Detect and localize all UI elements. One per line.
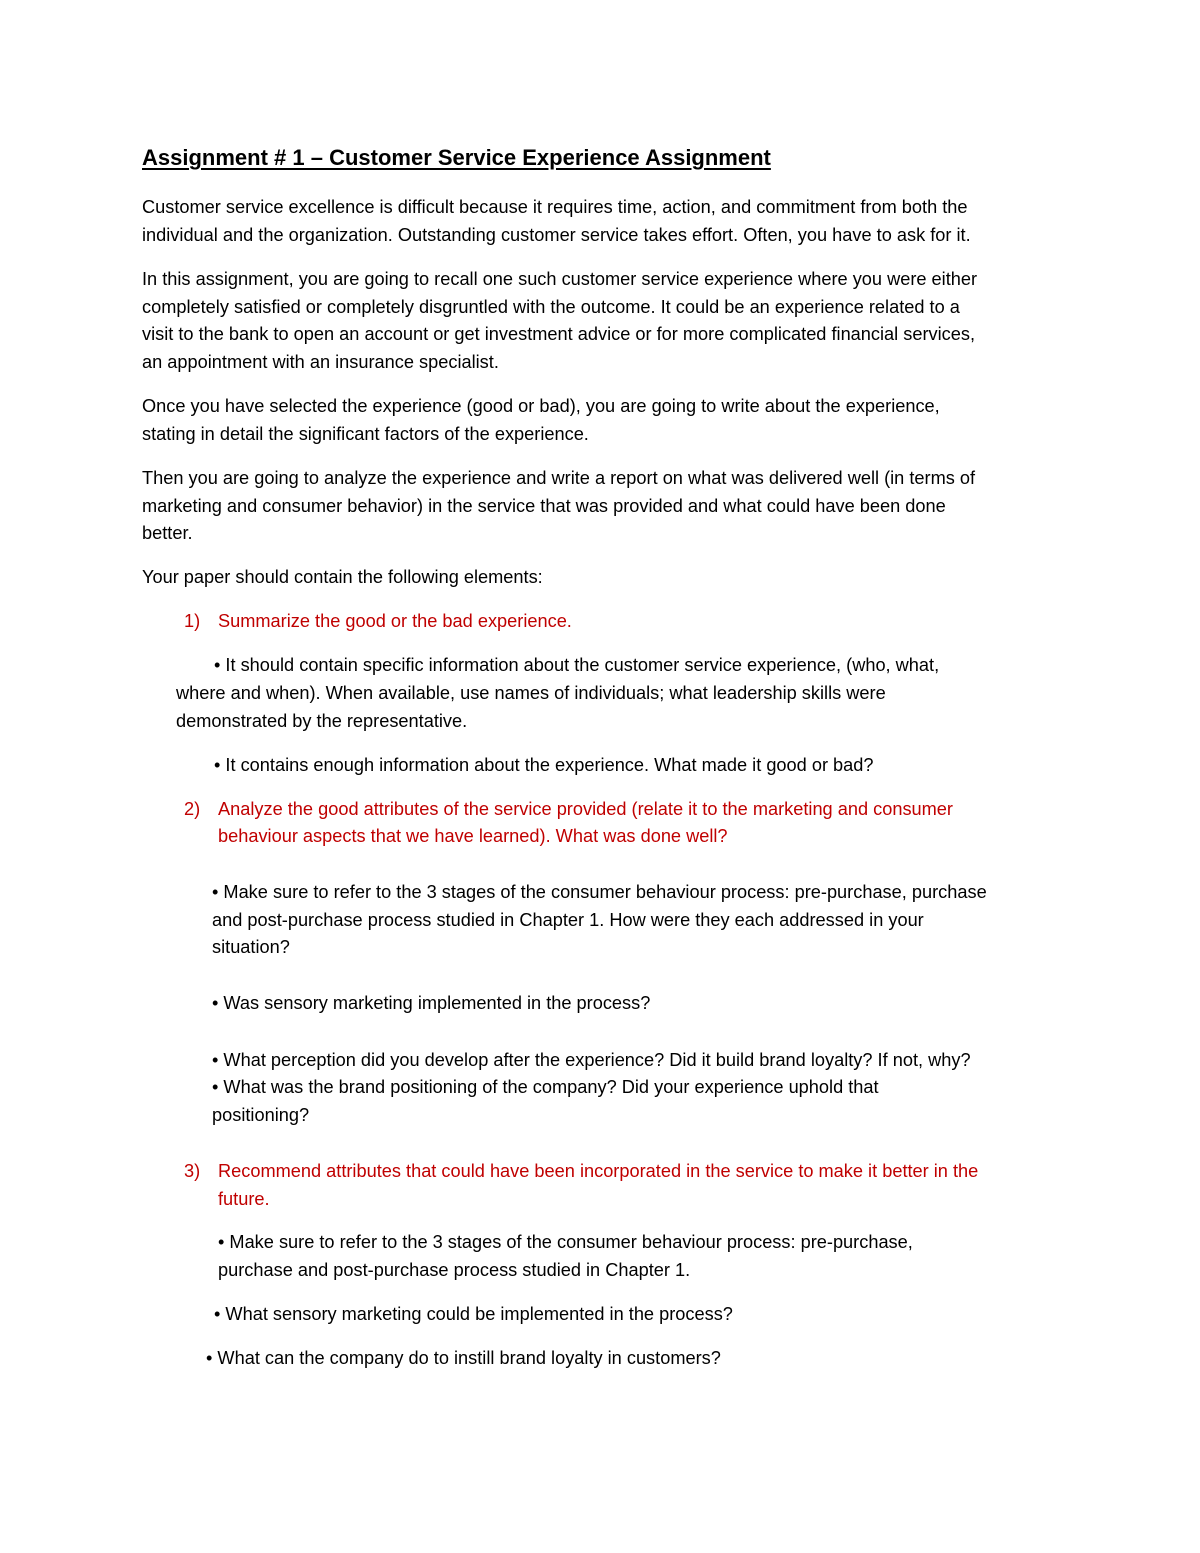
bullet-line: • Make sure to refer to the 3 stages of the consumer behaviour process: pre-purchase, purchase bbox=[212, 882, 987, 902]
list-item-heading: behaviour aspects that we have learned). What was done well? bbox=[218, 826, 728, 846]
list-item-heading: future. bbox=[218, 1189, 270, 1209]
list-item-heading: Summarize the good or the bad experience. bbox=[218, 611, 572, 631]
list-item-number: 1) bbox=[184, 611, 201, 631]
bullet-line: • It contains enough information about the experience. What made it good or bad? bbox=[214, 755, 874, 775]
bullet-line: • Make sure to refer to the 3 stages of the consumer behaviour process: pre-purchase, bbox=[218, 1232, 913, 1252]
document-title: Assignment # 1 – Customer Service Experience Assignment bbox=[142, 145, 771, 170]
bullet-line: demonstrated by the representative. bbox=[176, 711, 468, 731]
paragraph-line: Once you have selected the experience (good or bad), you are going to write about the experience, bbox=[142, 396, 940, 416]
bullet-line: • What sensory marketing could be implemented in the process? bbox=[214, 1304, 733, 1324]
bullet-line: • What was the brand positioning of the company? Did your experience uphold that bbox=[212, 1077, 879, 1097]
intro-line: individual and the organization. Outstanding customer service takes effort. Often, you have to ask for it. bbox=[142, 225, 971, 245]
paragraph-line: marketing and consumer behavior) in the service that was provided and what could have been done bbox=[142, 496, 946, 516]
bullet-line: • What can the company do to instill brand loyalty in customers? bbox=[206, 1348, 721, 1368]
bullet-line: purchase and post-purchase process studied in Chapter 1. bbox=[218, 1260, 691, 1280]
paragraph-line: completely satisfied or completely disgruntled with the outcome. It could be an experience related to a bbox=[142, 297, 960, 317]
bullet-line: situation? bbox=[212, 937, 290, 957]
list-item-number: 2) bbox=[184, 799, 201, 819]
bullet-line: • It should contain specific information about the customer service experience, (who, what, bbox=[214, 655, 940, 675]
list-item-heading: Recommend attributes that could have been incorporated in the service to make it better in the bbox=[218, 1161, 979, 1181]
bullet-line: positioning? bbox=[212, 1105, 310, 1125]
paragraph-line: Your paper should contain the following elements: bbox=[142, 567, 543, 587]
bullet-line: • What perception did you develop after the experience? Did it build brand loyalty? If not, why? bbox=[212, 1050, 971, 1070]
list-item-number: 3) bbox=[184, 1161, 201, 1181]
paragraph-line: In this assignment, you are going to recall one such customer service experience where you were either bbox=[142, 269, 978, 289]
paragraph-line: visit to the bank to open an account or get investment advice or for more complicated financial services, bbox=[142, 324, 976, 344]
bullet-line: where and when). When available, use names of individuals; what leadership skills were bbox=[176, 683, 886, 703]
list-item-heading: Analyze the good attributes of the service provided (relate it to the marketing and consumer bbox=[218, 799, 953, 819]
paragraph-line: stating in detail the significant factors of the experience. bbox=[142, 424, 589, 444]
bullet-line: and post-purchase process studied in Chapter 1. How were they each addressed in your bbox=[212, 910, 924, 930]
bullet-line: • Was sensory marketing implemented in the process? bbox=[212, 993, 651, 1013]
paragraph-line: an appointment with an insurance specialist. bbox=[142, 352, 499, 372]
paragraph-line: Then you are going to analyze the experience and write a report on what was delivered well (in terms of bbox=[142, 468, 976, 488]
intro-line: Customer service excellence is difficult because it requires time, action, and commitment from both the bbox=[142, 197, 968, 217]
paragraph-line: better. bbox=[142, 523, 193, 543]
